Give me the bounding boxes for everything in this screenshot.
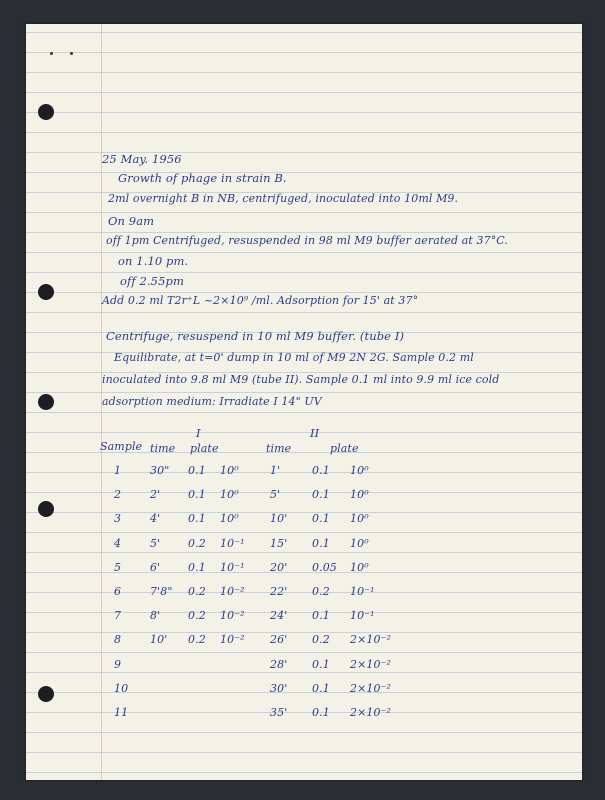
- note-line: Equilibrate, at t=0' dump in 10 ml of M9 2N 2G. Sample 0.2 ml: [114, 351, 474, 364]
- cell-plate-volume-1: 0.2: [188, 633, 206, 647]
- cell-plate-volume-2: 0.1: [312, 464, 330, 477]
- cell-time-1: 8': [150, 609, 161, 623]
- cell-time-2: 35': [270, 706, 288, 719]
- cell-dilution-2: 10⁻¹: [350, 609, 375, 623]
- cell-sample: 5: [114, 560, 122, 574]
- cell-plate-volume-1: 0.2: [188, 585, 206, 598]
- cell-plate-volume-2: 0.05: [312, 560, 337, 574]
- cell-plate-volume-1: 0.1: [188, 464, 206, 477]
- note-line: 2ml overnight B in NB, centrifuged, inoculated into 10ml M9.: [108, 192, 459, 205]
- header-plate-1: plate: [190, 442, 219, 455]
- cell-plate-volume-2: 0.1: [312, 657, 330, 671]
- cell-dilution-1: 10⁻²: [220, 609, 245, 623]
- cell-plate-volume-1: 0.1: [188, 512, 206, 526]
- note-line: off 1pm Centrifuged, resuspended in 98 ml M9 buffer aerated at 37°C.: [106, 234, 509, 247]
- punch-hole: [38, 501, 54, 517]
- cell-dilution-2: 2×10⁻²: [350, 657, 392, 671]
- cell-plate-volume-2: 0.1: [312, 706, 330, 719]
- header-sample: Sample: [100, 440, 143, 453]
- cell-time-2: 28': [270, 657, 288, 671]
- cell-time-2: 1': [270, 464, 281, 477]
- cell-time-2: 10': [270, 512, 288, 526]
- cell-sample: 10: [114, 681, 129, 695]
- cell-time-1: 2': [150, 488, 161, 502]
- cell-dilution-1: 10⁰: [220, 512, 239, 526]
- cell-sample: 4: [114, 536, 122, 550]
- header-time-1: time: [150, 442, 176, 455]
- cell-time-1: 10': [150, 633, 168, 647]
- cell-sample: 7: [114, 609, 122, 623]
- punch-hole: [38, 686, 54, 702]
- cell-dilution-1: 10⁰: [220, 464, 239, 477]
- cell-sample: 1: [114, 464, 122, 477]
- cell-time-2: 30': [270, 681, 288, 695]
- cell-dilution-2: 2×10⁻²: [350, 633, 392, 647]
- note-line: On 9am: [108, 214, 155, 228]
- group-numeral-2: II: [310, 426, 320, 440]
- cell-time-1: 5': [150, 536, 161, 550]
- punch-hole: [38, 104, 54, 120]
- cell-plate-volume-2: 0.1: [312, 609, 330, 623]
- cell-dilution-2: 10⁰: [350, 512, 369, 526]
- cell-time-1: 30": [150, 464, 170, 477]
- header-plate-2: plate: [330, 442, 359, 455]
- punch-hole: [38, 284, 54, 300]
- cell-plate-volume-2: 0.1: [312, 681, 330, 695]
- note-line: off 2.55pm: [120, 274, 184, 288]
- cell-plate-volume-2: 0.2: [312, 633, 330, 647]
- cell-sample: 2: [114, 488, 122, 502]
- cell-time-1: 4': [150, 512, 161, 526]
- note-line: adsorption medium: Irradiate I 14" UV: [102, 395, 322, 408]
- cell-dilution-2: 2×10⁻²: [350, 706, 392, 719]
- note-line: Add 0.2 ml T2r⁺L ~2×10⁹ /ml. Adsorption for 15' at 37°: [102, 294, 419, 307]
- cell-plate-volume-2: 0.1: [312, 512, 330, 526]
- cell-plate-volume-2: 0.1: [312, 536, 330, 550]
- cell-time-2: 5': [270, 488, 281, 502]
- cell-time-2: 22': [270, 585, 288, 598]
- ink-dot: [70, 52, 73, 55]
- note-line: inoculated into 9.8 ml M9 (tube II). Sample 0.1 ml into 9.9 ml ice cold: [102, 373, 500, 386]
- cell-dilution-1: 10⁻²: [220, 633, 245, 647]
- note-line: Centrifuge, resuspend in 10 ml M9 buffer. (tube I): [106, 329, 405, 343]
- group-numeral-1: I: [196, 426, 201, 440]
- cell-time-2: 15': [270, 536, 288, 550]
- cell-dilution-2: 10⁰: [350, 464, 369, 477]
- cell-dilution-2: 10⁰: [350, 560, 369, 574]
- cell-sample: 3: [114, 512, 122, 526]
- cell-dilution-2: 10⁰: [350, 536, 369, 550]
- cell-plate-volume-1: 0.1: [188, 488, 206, 502]
- cell-sample: 11: [114, 706, 129, 719]
- cell-dilution-1: 10⁻²: [220, 585, 245, 598]
- cell-plate-volume-2: 0.2: [312, 585, 330, 598]
- ink-dot: [50, 52, 53, 55]
- cell-time-2: 20': [270, 560, 288, 574]
- header-time-2: time: [266, 442, 292, 455]
- cell-dilution-2: 10⁻¹: [350, 585, 375, 598]
- cell-sample: 8: [114, 633, 122, 647]
- cell-plate-volume-2: 0.1: [312, 488, 330, 502]
- cell-sample: 9: [114, 657, 122, 671]
- note-date: 25 May. 1956: [102, 152, 182, 166]
- cell-time-1: 7'8": [150, 585, 173, 598]
- cell-time-2: 26': [270, 633, 288, 647]
- cell-dilution-2: 10⁰: [350, 488, 369, 502]
- notebook-page: [26, 24, 582, 780]
- cell-dilution-2: 2×10⁻²: [350, 681, 392, 695]
- note-line: on 1.10 pm.: [118, 254, 189, 268]
- cell-time-2: 24': [270, 609, 288, 623]
- cell-time-1: 6': [150, 560, 161, 574]
- cell-dilution-1: 10⁻¹: [220, 536, 245, 550]
- note-line: Growth of phage in strain B.: [118, 171, 287, 185]
- cell-dilution-1: 10⁰: [220, 488, 239, 502]
- cell-dilution-1: 10⁻¹: [220, 560, 245, 574]
- punch-hole: [38, 394, 54, 410]
- cell-sample: 6: [114, 585, 122, 598]
- cell-plate-volume-1: 0.2: [188, 609, 206, 623]
- cell-plate-volume-1: 0.1: [188, 560, 206, 574]
- cell-plate-volume-1: 0.2: [188, 536, 206, 550]
